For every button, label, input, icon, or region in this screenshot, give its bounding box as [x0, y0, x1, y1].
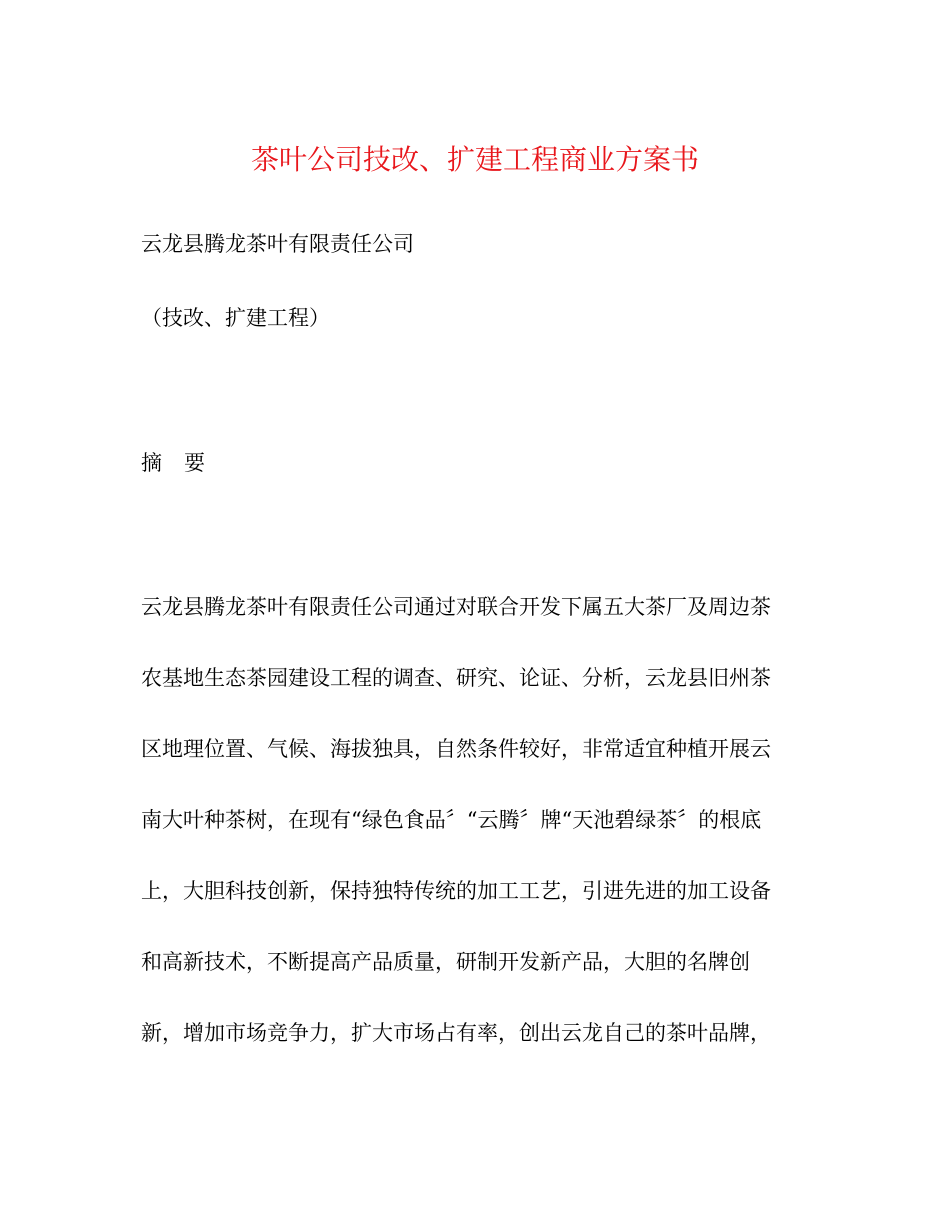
abstract-heading-char-2: 要 [184, 451, 205, 475]
body-line: 云龙县腾龙茶叶有限责任公司通过对联合开发下属五大茶厂及周边茶 [141, 595, 771, 619]
body-line: 新，增加市场竞争力，扩大市场占有率，创出云龙自己的茶叶品牌， [141, 1021, 771, 1045]
document-subtitle: （技改、扩建工程） [141, 306, 330, 330]
abstract-heading-char-1: 摘 [141, 451, 162, 475]
body-line: 南大叶种茶树，在现有“绿色食品〞“云腾〞牌“天池碧绿茶〞的根底 [141, 808, 762, 832]
document-title: 茶叶公司技改、扩建工程商业方案书 [250, 143, 699, 176]
company-name: 云龙县腾龙茶叶有限责任公司 [141, 232, 414, 256]
body-line: 和高新技术，不断提高产品质量，研制开发新产品，大胆的名牌创 [141, 950, 750, 974]
body-line: 上，大胆科技创新，保持独特传统的加工工艺，引进先进的加工设备 [141, 879, 771, 903]
body-line: 区地理位置、气候、海拔独具，自然条件较好，非常适宜种植开展云 [141, 737, 771, 761]
abstract-heading [141, 448, 205, 478]
body-line: 农基地生态茶园建设工程的调查、研究、论证、分析，云龙县旧州茶 [141, 666, 771, 690]
abstract-body [141, 592, 801, 1089]
